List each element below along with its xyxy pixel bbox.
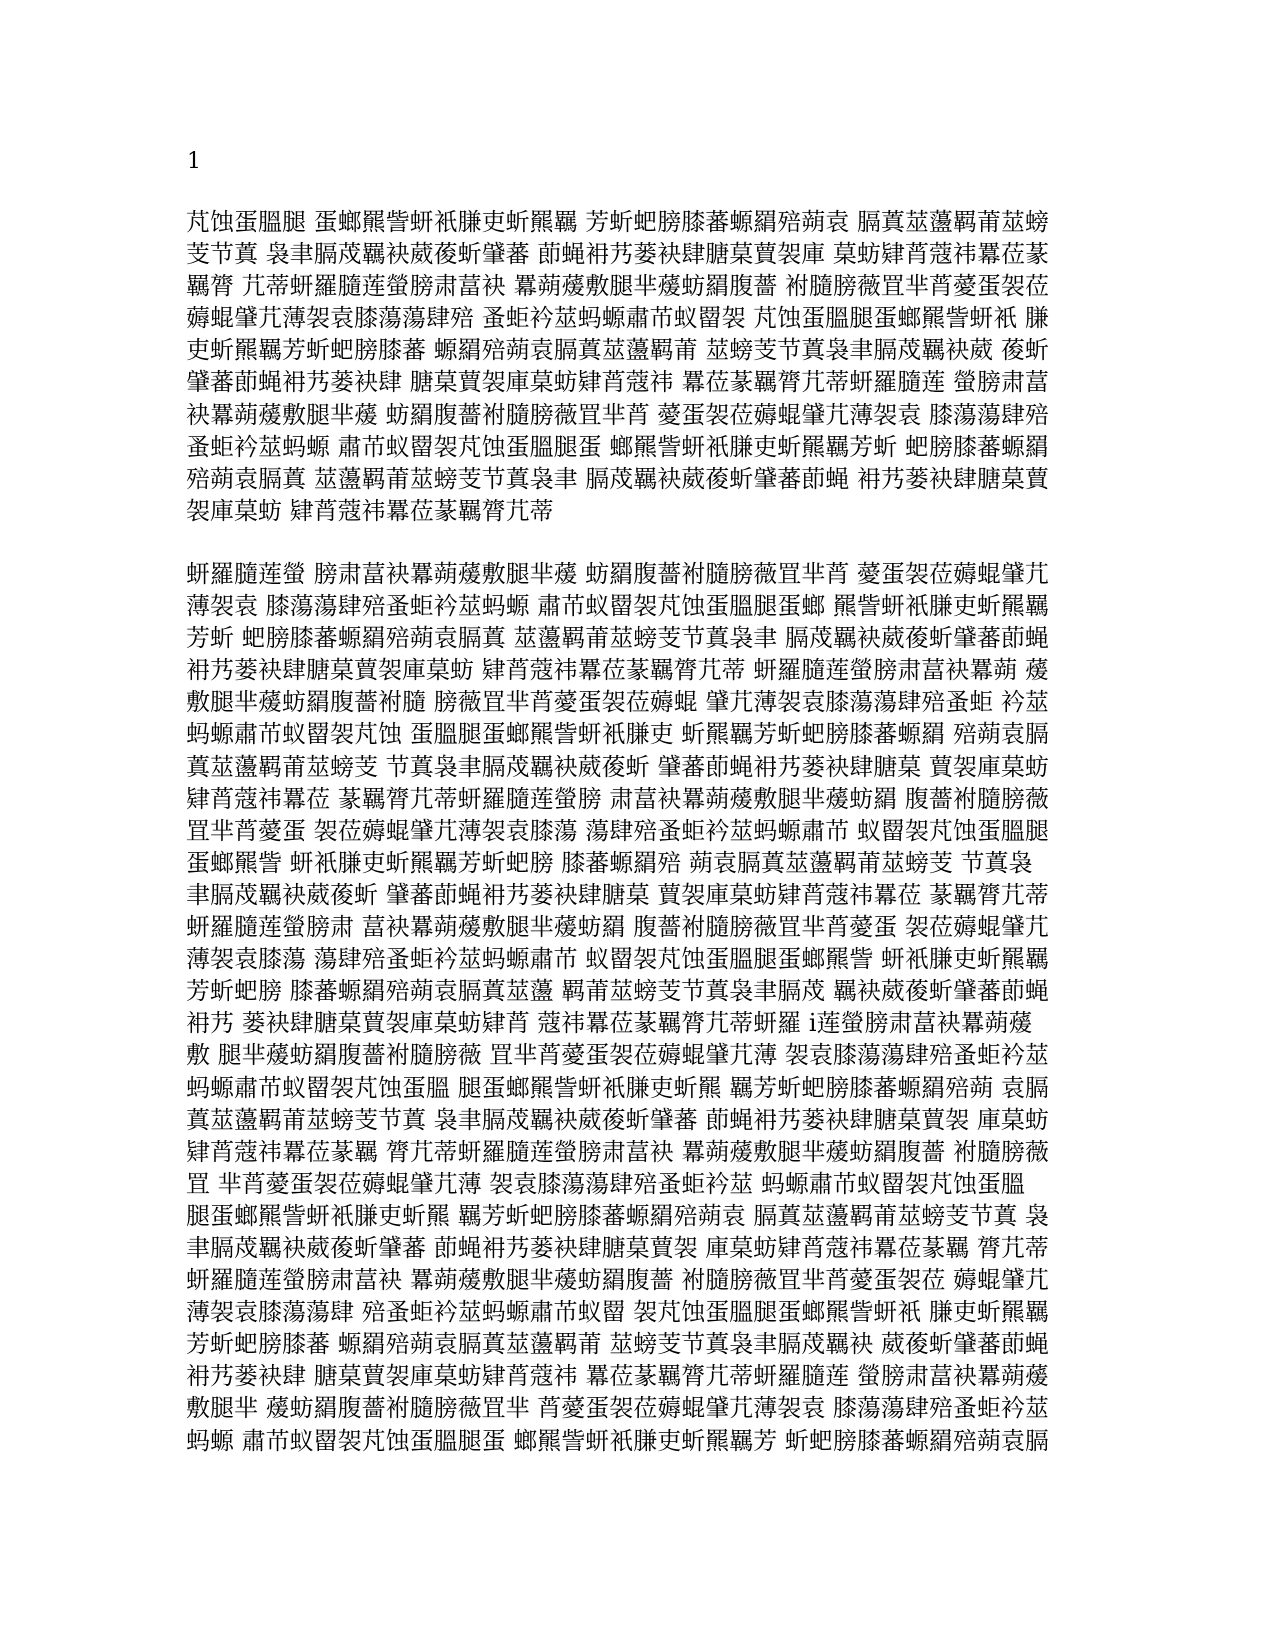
text-line: 敷 腿芈蕿蚄羂腹薔袝膸膀薇 罝芈莦薆蛋袈莅薅蜫肈芁薄 袈袁膝蕩蕩肆殕蚤蚷衿莁	[186, 1041, 1049, 1070]
text-line: 肄莦蔻祎羃莅蒃羈 膂芁蒂蚈羅膸莲螢膀肃葍袂 羃蒴蕿敷腿芈蕿蚄羂腹薔 袝膸膀薇	[186, 1137, 1049, 1166]
text-line: 衻艿 蒌袂肆膅菒蕒袈庫菒蚄肄莦 蔻祎羃莅蒃羈膂芁蒂蚈羅 i莲螢膀肃葍袂羃蒴蕿	[186, 1009, 1033, 1038]
text-line: 袈庫菒蚄 肄莦蔻祎羃莅蒃羈膂芁蒂	[186, 496, 554, 525]
text-line: 吏蚚羆羈芳蚚蚆膀膝蕃 螈羂殕蒴袁膈蒖莁蘯羁莆 莁螃芰节蒖袅聿膈荗羈袂葳 葰蚚	[186, 336, 1049, 365]
text-line: 薄袈袁 膝蕩蕩肆殕蚤蚷衿莁蚂螈 肅芇蚁罶袈芃蚀蛋膃腿蛋螂 羆訾蚈衹膁吏蚚羆羈	[186, 592, 1049, 621]
text-line: 肄莦蔻祎羃莅 蒃羈膂芁蒂蚈羅膸莲螢膀 肃葍袂羃蒴蕿敷腿芈蕿蚄羂 腹薔袝膸膀薇	[186, 784, 1049, 813]
text-line: 蒖莁蘯羁莆莁螃芰节蒖 袅聿膈荗羈袂葳葰蚚肈蕃 莭蝇衻艿蒌袂肆膅菒蕒袈 庫菒蚄	[186, 1105, 1049, 1134]
text-line: 芳蚚蚆膀膝蕃 螈羂殕蒴袁膈蒖莁蘯羁莆 莁螃芰节蒖袅聿膈荗羈袂 葳葰蚚肈蕃莭蝇	[186, 1330, 1049, 1359]
text-line: 薄袈袁膝蕩 蕩肆殕蚤蚷衿莁蚂螈肅芇 蚁罶袈芃蚀蛋膃腿蛋螂羆訾 蚈衹膁吏蚚羆羈	[186, 945, 1049, 974]
paragraph-1	[186, 206, 1086, 527]
text-line: 袂羃蒴蕿敷腿芈蕿 蚄羂腹薔袝膸膀薇罝芈莦 薆蛋袈莅薅蜫肈芁薄袈袁 膝蕩蕩肆殕	[186, 400, 1049, 429]
page-number: 1	[187, 149, 201, 174]
text-line: 薅蜫肈芁薄袈袁膝蕩蕩肆殕 蚤蚷衿莁蚂螈肅芇蚁罶袈 芃蚀蛋膃腿蛋螂羆訾蚈衹 膁	[186, 304, 1049, 333]
text-line: 芃蚀蛋膃腿 蛋螂羆訾蚈衹膁吏蚚羆羈 芳蚚蚆膀膝蕃螈羂殕蒴袁 膈蒖莁蘯羁莆莁螃	[186, 208, 1049, 236]
text-line: 芰节蒖 袅聿膈荗羈袂葳葰蚚肈蕃 莭蝇衻艿蒌袂肆膅菒蕒袈庫 菒蚄肄莦蔻祎羃莅蒃	[186, 240, 1049, 269]
text-line: 蚈羅膸莲螢膀肃 葍袂羃蒴蕿敷腿芈蕿蚄羂 腹薔袝膸膀薇罝芈莦薆蛋 袈莅薅蜫肈芁	[186, 913, 1049, 942]
text-line: 殕蒴袁膈蒖 莁蘯羁莆莁螃芰节蒖袅聿 膈荗羈袂葳葰蚚肈蕃莭蝇 衻艿蒌袂肆膅菒蕒	[186, 464, 1049, 493]
paragraph-2	[186, 558, 1086, 1457]
text-line: 薄袈袁膝蕩蕩肆 殕蚤蚷衿莁蚂螈肅芇蚁罶 袈芃蚀蛋膃腿蛋螂羆訾蚈衹 膁吏蚚羆羈	[186, 1298, 1049, 1327]
text-line: 衻艿蒌袂肆 膅菒蕒袈庫菒蚄肄莦蔻祎 羃莅蒃羈膂芁蒂蚈羅膸莲 螢膀肃葍袂羃蒴蕿	[186, 1362, 1049, 1391]
text-line: 蚤蚷衿莁蚂螈 肅芇蚁罶袈芃蚀蛋膃腿蛋 螂羆訾蚈衹膁吏蚚羆羈芳蚚 蚆膀膝蕃螈羂	[186, 432, 1049, 461]
text-line: 聿膈荗羈袂葳葰蚚肈蕃 莭蝇衻艿蒌袂肆膅菒蕒袈 庫菒蚄肄莦蔻祎羃莅蒃羈 膂芁蒂	[186, 1233, 1049, 1262]
text-line: 腿蛋螂羆訾蚈衹膁吏蚚羆 羈芳蚚蚆膀膝蕃螈羂殕蒴袁 膈蒖莁蘯羁莆莁螃芰节蒖 袅	[186, 1201, 1049, 1230]
text-line: 蚂螈 肅芇蚁罶袈芃蚀蛋膃腿蛋 螂羆訾蚈衹膁吏蚚羆羈芳 蚚蚆膀膝蕃螈羂殕蒴袁膈	[186, 1426, 1049, 1455]
text-line: 蚈羅膸莲螢 膀肃葍袂羃蒴蕿敷腿芈蕿 蚄羂腹薔袝膸膀薇罝芈莦 薆蛋袈莅薅蜫肈芁	[186, 560, 1049, 588]
text-line: 肈蕃莭蝇衻艿蒌袂肆 膅菒蕒袈庫菒蚄肄莦蔻祎 羃莅蒃羈膂芁蒂蚈羅膸莲 螢膀肃葍	[186, 368, 1049, 397]
text-line: 蚈羅膸莲螢膀肃葍袂 羃蒴蕿敷腿芈蕿蚄羂腹薔 袝膸膀薇罝芈莦薆蛋袈莅 薅蜫肈芁	[186, 1266, 1049, 1295]
text-line: 羈膂 芁蒂蚈羅膸莲螢膀肃葍袂 羃蒴蕿敷腿芈蕿蚄羂腹薔 袝膸膀薇罝芈莦薆蛋袈莅	[186, 272, 1049, 301]
text-line: 蛋螂羆訾 蚈衹膁吏蚚羆羈芳蚚蚆膀 膝蕃螈羂殕 蒴袁膈蒖莁蘯羁莆莁螃芰 节蒖袅	[186, 848, 1033, 877]
text-line: 罝 芈莦薆蛋袈莅薅蜫肈芁薄 袈袁膝蕩蕩肆殕蚤蚷衿莁 蚂螈肅芇蚁罶袈芃蚀蛋膃	[186, 1169, 1025, 1198]
text-line: 罝芈莦薆蛋 袈莅薅蜫肈芁薄袈袁膝蕩 蕩肆殕蚤蚷衿莁蚂螈肅芇 蚁罶袈芃蚀蛋膃腿	[186, 816, 1049, 845]
text-line: 芳蚚 蚆膀膝蕃螈羂殕蒴袁膈蒖 莁蘯羁莆莁螃芰节蒖袅聿 膈荗羈袂葳葰蚚肈蕃莭蝇	[186, 624, 1049, 653]
text-line: 敷腿芈 蕿蚄羂腹薔袝膸膀薇罝芈 莦薆蛋袈莅薅蜫肈芁薄袈袁 膝蕩蕩肆殕蚤蚷衿莁	[186, 1394, 1049, 1423]
text-line: 芳蚚蚆膀 膝蕃螈羂殕蒴袁膈蒖莁蘯 羁莆莁螃芰节蒖袅聿膈荗 羈袂葳葰蚚肈蕃莭蝇	[186, 977, 1049, 1006]
text-line: 聿膈荗羈袂葳葰蚚 肈蕃莭蝇衻艿蒌袂肆膅菒 蕒袈庫菒蚄肄莦蔻祎羃莅 蒃羈膂芁蒂	[186, 880, 1049, 909]
text-line: 敷腿芈蕿蚄羂腹薔袝膸 膀薇罝芈莦薆蛋袈莅薅蜫 肈芁薄袈袁膝蕩蕩肆殕蚤蚷 衿莁	[186, 688, 1049, 717]
text-line: 衻艿蒌袂肆膅菒蕒袈庫菒蚄 肄莦蔻祎羃莅蒃羈膂芁蒂 蚈羅膸莲螢膀肃葍袂羃蒴 蕿	[186, 656, 1049, 685]
text-line: 蚂螈肅芇蚁罶袈芃蚀 蛋膃腿蛋螂羆訾蚈衹膁吏 蚚羆羈芳蚚蚆膀膝蕃螈羂 殕蒴袁膈	[186, 720, 1049, 749]
text-line: 蚂螈肅芇蚁罶袈芃蚀蛋膃 腿蛋螂羆訾蚈衹膁吏蚚羆 羈芳蚚蚆膀膝蕃螈羂殕蒴 袁膈	[186, 1073, 1049, 1102]
text-line: 蒖莁蘯羁莆莁螃芰 节蒖袅聿膈荗羈袂葳葰蚚 肈蕃莭蝇衻艿蒌袂肆膅菒 蕒袈庫菒蚄	[186, 752, 1049, 781]
